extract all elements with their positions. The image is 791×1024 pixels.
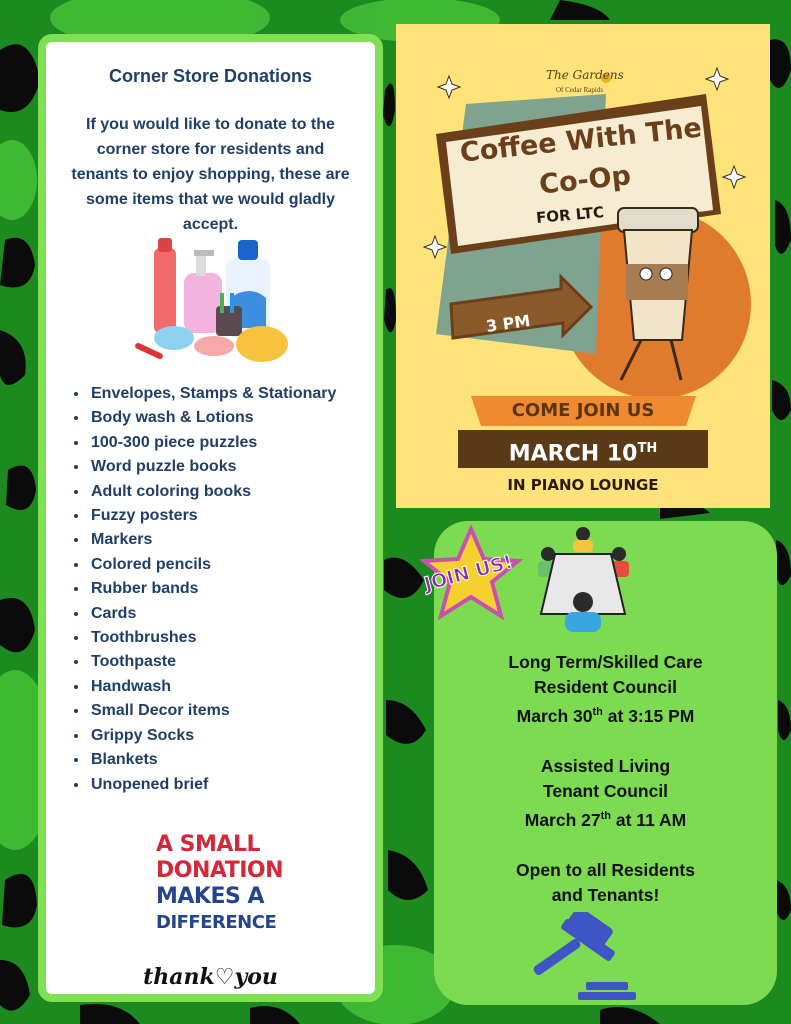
poster-subtitle: FOR LTC <box>535 203 605 227</box>
event-location: IN PIANO LOUNGE <box>507 476 659 494</box>
list-item: • Small Decor items <box>89 699 369 723</box>
donations-intro: If you would like to donate to the corner store for residents and tenants to enjoy shopping, these are some items that we would gladly accept. <box>71 116 350 233</box>
list-item: • 100-300 piece puzzles <box>89 431 369 455</box>
donations-panel <box>38 34 383 1002</box>
list-item: • Body wash & Lotions <box>89 406 369 430</box>
donation-slogan <box>156 832 296 936</box>
event-time: 3 PM <box>484 311 532 336</box>
list-item: • Unopened brief <box>89 773 369 797</box>
thank-you-text: thank♡you <box>143 964 278 990</box>
slogan-line: DIFFERENCE <box>156 912 277 933</box>
ltc-line1: Long Term/Skilled Care <box>508 652 703 672</box>
ltc-line2: Resident Council <box>534 677 677 697</box>
event-date <box>458 430 708 468</box>
star-icon <box>418 525 524 625</box>
ltc-date: March 30 <box>516 705 593 726</box>
al-line2: Tenant Council <box>542 780 669 801</box>
coffee-poster <box>396 24 770 508</box>
gavel-icon <box>528 912 648 1004</box>
come-join-us: COME JOIN US <box>511 400 655 421</box>
meeting-icon <box>533 526 633 632</box>
list-item: • Toothpaste <box>89 650 369 674</box>
council-info <box>434 650 777 933</box>
list-item: • Blankets <box>89 748 369 772</box>
coffee-title: Coffee With The Co-Op <box>458 112 704 201</box>
list-item: • Grippy Socks <box>89 724 369 748</box>
al-time: at 11 AM <box>611 809 687 830</box>
al-date-suffix: th <box>600 809 612 822</box>
ltc-date-suffix: th <box>592 706 603 718</box>
donation-items-list <box>71 382 369 797</box>
slogan-line: MAKES A <box>156 884 265 909</box>
al-line1: Assisted Living <box>540 755 671 776</box>
list-item: • Toothbrushes <box>89 626 369 650</box>
slogan-line: A SMALL <box>156 832 260 857</box>
ltc-time: at 3:15 PM <box>602 705 695 726</box>
al-date: March 27 <box>524 809 601 830</box>
event-date-text: MARCH 10 <box>508 441 638 467</box>
gardens-logo-sub: Of Cedar Rapids <box>556 86 604 94</box>
list-item: • Fuzzy posters <box>89 504 369 528</box>
badge-text: JOIN US! <box>421 550 516 596</box>
open-line2: and Tenants! <box>551 884 660 905</box>
supplies-illustration <box>134 238 294 368</box>
list-item: • Rubber bands <box>89 577 369 601</box>
list-item: • Cards <box>89 602 369 626</box>
donations-title: Corner Store Donations <box>108 66 313 86</box>
open-line1: Open to all Residents <box>516 859 695 880</box>
gardens-logo: The Gardens <box>546 68 624 82</box>
list-item: • Markers <box>89 528 369 552</box>
list-item: • Envelopes, Stamps & Stationary <box>89 382 369 406</box>
list-item: • Handwash <box>89 675 369 699</box>
list-item: • Word puzzle books <box>89 455 369 479</box>
join-us-badge <box>418 525 524 625</box>
event-date-suffix: TH <box>637 441 658 456</box>
list-item: • Colored pencils <box>89 553 369 577</box>
list-item: • Adult coloring books <box>89 480 369 504</box>
slogan-line: DONATION <box>156 858 284 883</box>
